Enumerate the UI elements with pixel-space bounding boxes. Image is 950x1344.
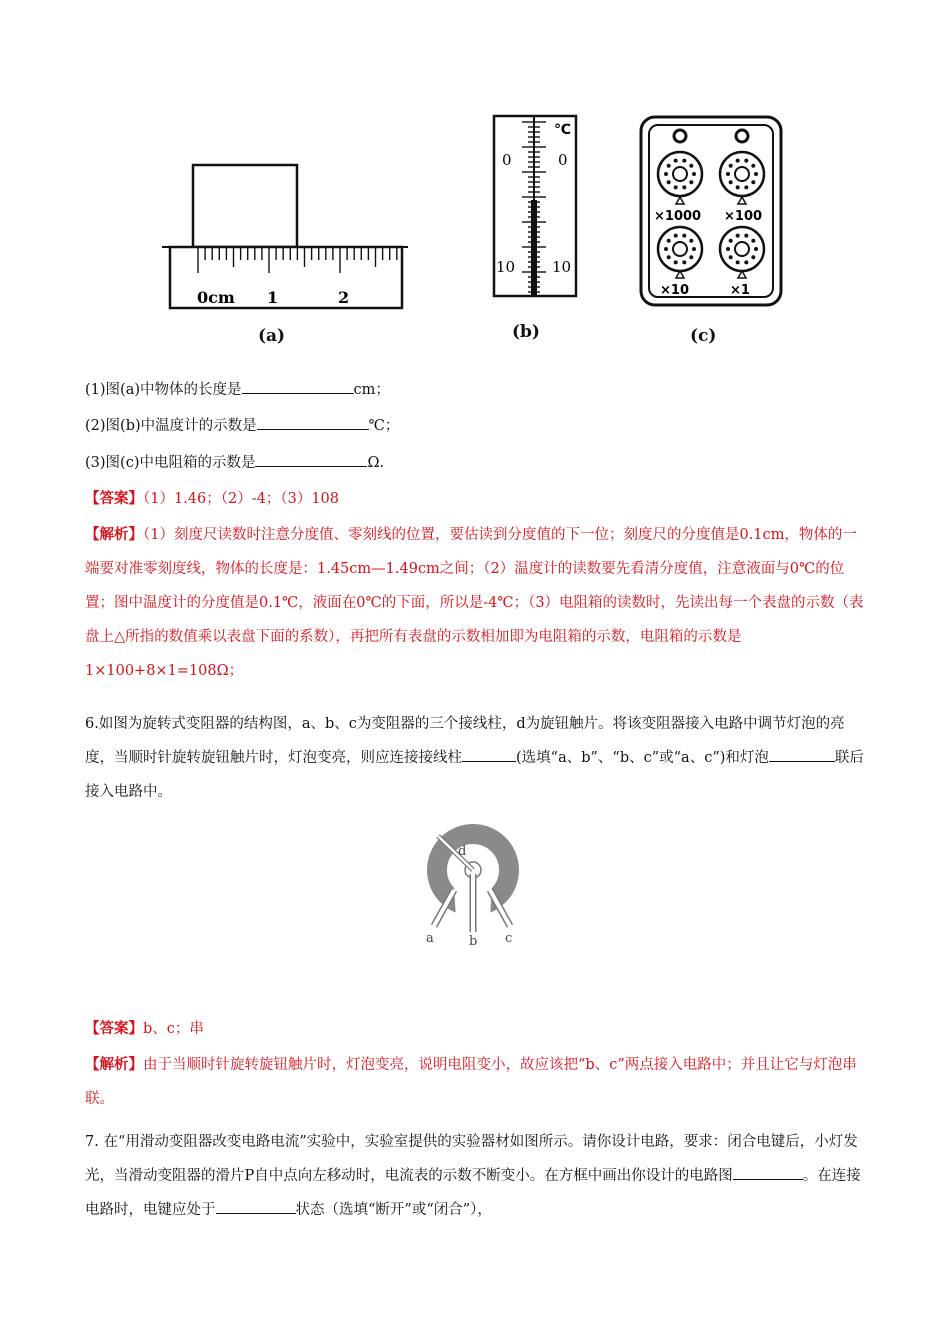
q5-analysis-tag: 【解析】 — [85, 526, 143, 543]
figure-c-caption: (c) — [690, 326, 717, 346]
dial-mark — [736, 185, 740, 189]
dial-mark — [689, 180, 693, 184]
dial-mark — [682, 234, 686, 238]
figure-b-caption: (b) — [512, 322, 540, 342]
q5-line-1 — [85, 378, 390, 401]
dial-mark — [682, 159, 686, 163]
figure-rotary-rheostat — [418, 818, 538, 953]
thermometer-left-0: 0 — [502, 151, 512, 169]
thermometer-right-0: 0 — [558, 151, 568, 169]
dial-mark — [682, 185, 686, 189]
dial-mark — [744, 159, 748, 163]
thermometer-left-10: 10 — [496, 258, 516, 276]
q6-question — [85, 707, 870, 809]
dial-mark — [692, 247, 696, 251]
q5-blank-3[interactable] — [255, 451, 367, 467]
dial-mark — [751, 180, 755, 184]
dial-mark — [754, 247, 758, 251]
dial-factor-10: ×10 — [660, 283, 689, 298]
q7-blank-2[interactable] — [216, 1198, 296, 1214]
q6-analysis-tag: 【解析】 — [85, 1056, 143, 1073]
dial-mark — [664, 172, 668, 176]
dial-mark — [674, 185, 678, 189]
dial-mark — [754, 172, 758, 176]
q5-answer-tag: 【答案】 — [85, 490, 143, 507]
dial-mark — [744, 234, 748, 238]
dial-mark — [689, 255, 693, 259]
dial-mark — [664, 247, 668, 251]
dial-mark — [751, 164, 755, 168]
q5-line-2 — [85, 414, 399, 437]
q5-line-2-prefix: (2)图(b)中温度计的示数是 — [85, 418, 257, 434]
dial-factor-1: ×1 — [730, 283, 750, 298]
q6-blank-1[interactable] — [462, 746, 516, 762]
dial-mark — [729, 164, 733, 168]
q6-text-3: 联后接入电路中。 — [85, 750, 864, 800]
q5-line-3-prefix: (3)图(c)中电阻箱的示数是 — [85, 455, 256, 471]
thermometer-unit: ℃ — [554, 122, 571, 138]
dial-mark — [674, 260, 678, 264]
dial-factor-1000: ×1000 — [654, 209, 702, 224]
dial-mark — [736, 260, 740, 264]
dial-mark — [736, 234, 740, 238]
dial-mark — [729, 255, 733, 259]
rheostat-label-b: b — [469, 934, 478, 949]
q7-blank-1[interactable] — [733, 1164, 803, 1180]
q5-line-2-suffix: ℃； — [368, 418, 400, 434]
dial-mark — [674, 159, 678, 163]
q5-answer-text: （1）1.46；（2）-4；（3）108 — [143, 491, 340, 507]
q7-text-3: 状态（选填“断开”或“闭合”）， — [295, 1202, 492, 1218]
dial-mark — [667, 164, 671, 168]
q5-answer — [85, 488, 339, 510]
rheostat-label-c: c — [505, 931, 513, 946]
q5-line-1-prefix: (1)图(a)中物体的长度是 — [85, 382, 242, 398]
dial-mark — [667, 180, 671, 184]
q5-blank-1[interactable] — [242, 378, 354, 394]
rheostat-label-a: a — [426, 931, 434, 946]
q6-answer-text: b、c；串 — [143, 1021, 204, 1037]
q6-analysis — [85, 1048, 870, 1116]
thermometer-right-10: 10 — [552, 258, 572, 276]
q5-analysis-text: （1）刻度尺读数时注意分度值、零刻线的位置，要估读到分度值的下一位；刻度尺的分度值是0.1cm，物体的一端要对准零刻度线，物体的长度是：1.45cm—1.49cm之间；（2）温度计的读数要先看清分度值，注意液面与0℃的位置；图中温度计的分度值是0.1℃，液面在0℃的下面，所以是-4℃；（3）电阻箱的读数时，先读出每一个表盘的示数（表盘上△所指的数值乘以表盘下面的系数），再把所有表盘的示数相加即为电阻箱的示数，电阻箱的示数是1×100+8×1=108Ω； — [85, 527, 864, 679]
dial-mark — [689, 239, 693, 243]
q5-line-1-suffix: cm； — [353, 382, 390, 398]
q6-answer-tag: 【答案】 — [85, 1020, 143, 1037]
q6-text-2: (选填“a、b”、“b、c”或“a、c”)和灯泡 — [516, 750, 769, 766]
q7-text-2: 。在连接电路时，电键应处于 — [85, 1168, 861, 1218]
q5-blank-2[interactable] — [257, 414, 369, 430]
figure-b-thermometer — [490, 112, 590, 302]
q5-line-3 — [85, 451, 384, 474]
dial-mark — [729, 180, 733, 184]
q6-analysis-text: 由于当顺时针旋转旋钮触片时，灯泡变亮，说明电阻变小，故应该把“b、c”两点接入电路中；并且让它与灯泡串联。 — [85, 1057, 857, 1107]
dial-mark — [667, 255, 671, 259]
figure-a-caption: (a) — [258, 326, 286, 346]
q5-line-3-suffix: Ω. — [367, 455, 385, 471]
terminal-right — [736, 130, 748, 142]
dial-mark — [689, 164, 693, 168]
dial-mark — [744, 185, 748, 189]
dial-mark — [751, 255, 755, 259]
q7-text-1: 7. 在“用滑动变阻器改变电路电流”实验中，实验室提供的实验器材如图所示。请你设计电路，要求：闭合电键后，小灯发光，当滑动变阻器的滑片P自中点向左移动时，电流表的示数不断变小。在方框中画出你设计的电路图 — [85, 1134, 858, 1184]
dial-mark — [726, 172, 730, 176]
q5-analysis — [85, 518, 870, 688]
dial-mark — [674, 234, 678, 238]
q7-question — [85, 1125, 870, 1227]
ruler-label-2: 2 — [338, 288, 350, 307]
q6-text-1: 6.如图为旋转式变阻器的结构图，a、b、c为变阻器的三个接线柱，d为旋钮触片。将该变阻器接入电路中调节灯泡的亮度，当顺时针旋转旋钮触片时，灯泡变亮，则应连接接线柱 — [85, 716, 845, 766]
dial-mark — [744, 260, 748, 264]
q6-answer — [85, 1018, 204, 1040]
ruler-label-0: 0cm — [197, 288, 235, 307]
q6-blank-2[interactable] — [769, 746, 835, 762]
figure-c-resistance-box — [638, 114, 788, 314]
dial-mark — [692, 172, 696, 176]
ruler-label-1: 1 — [267, 288, 279, 307]
dial-mark — [682, 260, 686, 264]
dial-mark — [729, 239, 733, 243]
terminal-left — [674, 130, 686, 142]
measured-block — [193, 165, 297, 247]
dial-factor-100: ×100 — [724, 209, 763, 224]
dial-mark — [726, 247, 730, 251]
dial-mark — [751, 239, 755, 243]
rheostat-label-d: d — [458, 844, 467, 859]
dial-mark — [736, 159, 740, 163]
dial-mark — [667, 239, 671, 243]
